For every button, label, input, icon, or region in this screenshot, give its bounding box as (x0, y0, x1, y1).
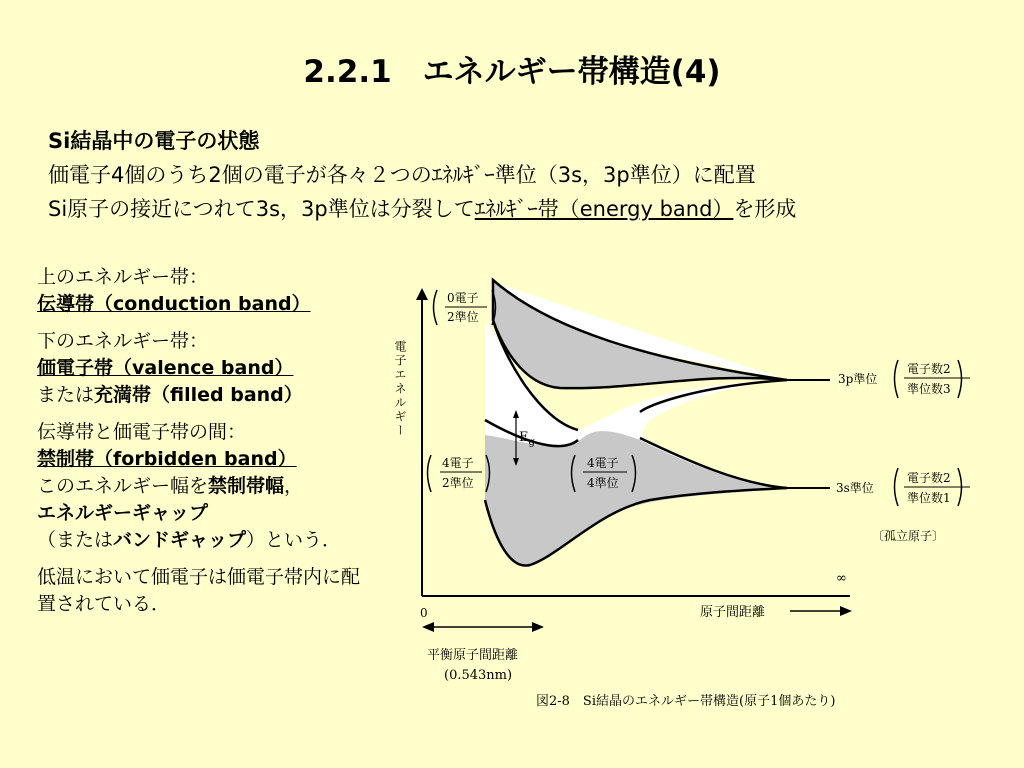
energy-band-term: ｴﾈﾙｷﾞｰ帯（energy band） (474, 197, 734, 221)
low-temp-note: 低温において価電子は価電子帯内に配置されている． (37, 566, 361, 615)
left-lower-levels: 2準位 (442, 476, 474, 490)
band-gap-term: バンドギャップ (113, 529, 247, 551)
or-text: または (37, 384, 95, 406)
page-title: 2.2.1 エネルギー帯構造(4) (303, 54, 721, 90)
intro-line-prefix: Si原子の接近につれて3s，3p準位は分裂して (48, 197, 475, 221)
figure-caption: 図2-8 Si結晶のエネルギー帯構造(原子1個あたり) (536, 694, 836, 709)
level-3s-label: 3s準位 (836, 481, 874, 495)
upper-band-electrons: 0電子 (447, 291, 479, 305)
intro-line-valence: 価電子4個のうち2個の電子が各々２つのｴﾈﾙｷﾞｰ準位（3s，3p準位）に配置 (48, 163, 756, 187)
level-3p-count: 準位数3 (907, 382, 951, 396)
between-label: 伝導帯と価電子帯の間： (37, 421, 247, 443)
lower-band-label: 下のエネルギー帯： (37, 330, 209, 352)
equilibrium-arrow-right-icon (532, 622, 544, 632)
isolated-atom-label: 〔孤立原子〕 (872, 529, 945, 543)
paren-close: ）という． (246, 529, 342, 551)
upper-band-levels: 2準位 (447, 310, 479, 324)
valence-band-term: 価電子帯（valence band） (37, 357, 294, 379)
mid-levels: 4準位 (587, 476, 619, 490)
energy-gap-term: エネルギーギャップ (37, 502, 209, 524)
intro-line-suffix: を形成 (733, 197, 797, 221)
valence-band-region (485, 431, 787, 565)
equilibrium-label: 平衡原子間距離 (427, 648, 519, 663)
band-width-term: 禁制帯幅 (208, 475, 285, 497)
level-3p-electrons: 電子数2 (907, 362, 951, 376)
forbidden-band-term: 禁制帯（forbidden band） (37, 448, 297, 470)
width-prefix: このエネルギー幅を (37, 475, 209, 497)
equilibrium-value: (0.543nm) (444, 668, 513, 683)
mid-electrons: 4電子 (587, 456, 619, 470)
level-3s-electrons: 電子数2 (907, 471, 951, 485)
y-axis-arrow-icon (416, 288, 428, 300)
eg-subscript: g (528, 437, 535, 448)
equilibrium-arrow-left-icon (422, 622, 434, 632)
left-lower-electrons: 4電子 (442, 456, 474, 470)
width-suffix: ， (284, 475, 304, 497)
conduction-band-term: 伝導帯（conduction band） (37, 293, 311, 315)
level-3s-count: 準位数1 (907, 491, 951, 505)
filled-band-term: 充満帯（filled band） (94, 384, 303, 406)
zero-label: 0 (420, 606, 428, 620)
paren-open: （または (37, 529, 114, 551)
x-axis-label: 原子間距離 (700, 605, 766, 620)
upper-band-label: 上のエネルギー帯： (37, 266, 209, 288)
intro-heading: Si結晶中の電子の状態 (48, 129, 260, 153)
y-axis-label: 電子エネルギー (393, 340, 407, 438)
level-3p-label: 3p準位 (838, 372, 878, 386)
x-axis-arrow-icon (840, 606, 852, 616)
eg-symbol: E (519, 430, 529, 445)
infinity-label: ∞ (836, 571, 847, 586)
